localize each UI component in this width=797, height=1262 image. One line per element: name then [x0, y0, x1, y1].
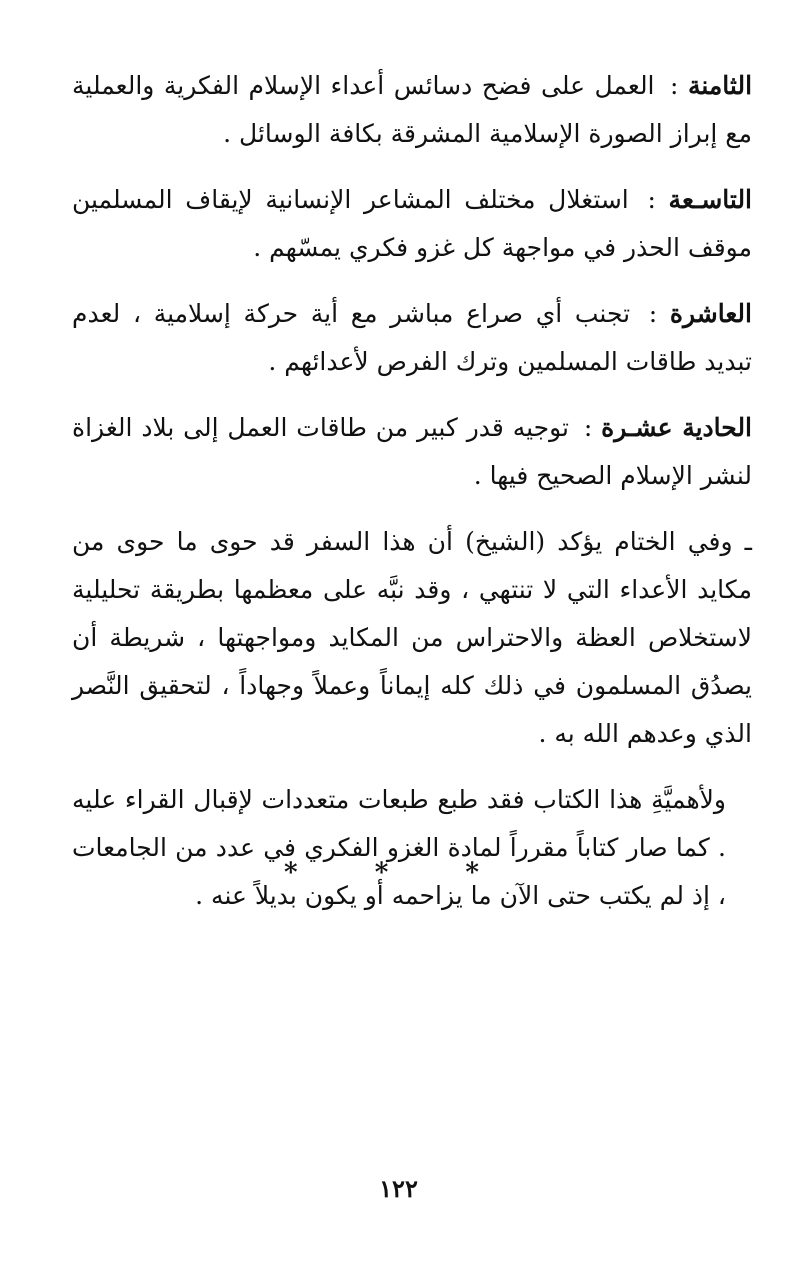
item-text: توجيه قدر كبير من طاقات العمل إلى بلاد الغزاة لنشر الإسلام الصحيح فيها .	[72, 413, 752, 490]
section-separator: * * *	[284, 858, 513, 888]
item-colon: :	[648, 299, 658, 328]
list-item-eleventh	[72, 404, 752, 500]
item-text: العمل على فضح دسائس أعداء الإسلام الفكرية والعملية مع إبراز الصورة الإسلامية المشرقة بكافة الوسائل .	[72, 71, 752, 148]
list-item-eighth	[72, 62, 752, 158]
list-item-tenth	[72, 290, 752, 386]
item-colon: :	[670, 71, 679, 100]
item-text: تجنب أي صراع مباشر مع أية حركة إسلامية ، لعدم تبديد طاقات المسلمين وترك الفرص لأعدائهم .	[72, 299, 752, 376]
item-heading: الحادية عشـرة	[601, 413, 753, 442]
list-item-ninth	[72, 176, 752, 272]
importance-paragraph: ولأهميَّةِ هذا الكتاب فقد طبع طبعات متعددات لإقبال القراء عليه . كما صار كتاباً مقرراً لمادة الغزو الفكري في عدد من الجامعات ، إذ لم يكتب حتى الآن ما يزاحمه أو يكون بديلاً عنه .	[72, 785, 726, 910]
item-heading: الثامنة	[687, 71, 753, 100]
item-text: استغلال مختلف المشاعر الإنسانية لإيقاف المسلمين موقف الحذر في مواجهة كل غزو فكري يمسّهم .	[72, 185, 752, 262]
item-colon: :	[583, 413, 593, 442]
conclusion-paragraph: ـ وفي الختام يؤكد (الشيخ) أن هذا السفر قد حوى ما حوى من مكايد الأعداء التي لا تنتهي ، وقد نبَّه على معظمها بطريقة تحليلية لاستخلاص العظة والاحتراس من المكايد ومواجهتها ، شريطة أن يصدُق المسلمون في ذلك كله إيماناً وعملاً وجهاداً ، لتحقيق النَّصر الذي وعدهم الله به .	[72, 527, 752, 748]
item-heading: التاسـعة	[668, 185, 753, 214]
page-body	[72, 62, 752, 938]
item-colon: :	[647, 185, 656, 214]
page-number: ١٢٢	[379, 1174, 418, 1203]
item-heading: العاشرة	[669, 299, 752, 328]
